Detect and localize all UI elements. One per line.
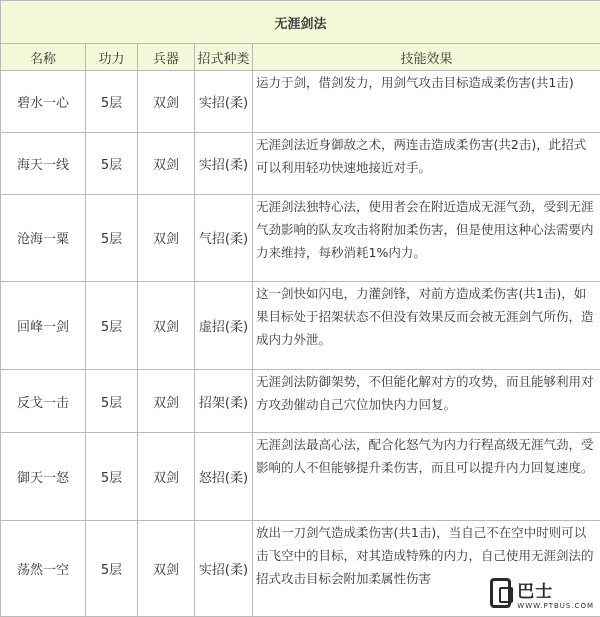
skill-weapon: 双剑 [138,370,195,432]
table-row [1,432,600,521]
skill-type: 实招(柔) [195,132,253,194]
skill-effect: 这一剑快如闪电，力灌剑锋，对前方造成柔伤害(共1击)，如果目标处于招架状态不但没有效果反而会被无涯剑气所伤，造成内力外泄。 [253,281,600,370]
ptbus-logo-icon [490,578,511,608]
skill-level: 5层 [86,432,138,521]
skill-weapon: 双剑 [138,521,195,617]
header-type: 招式种类 [195,44,253,71]
watermark [486,573,594,613]
skill-weapon: 双剑 [138,432,195,521]
skill-level: 5层 [86,370,138,432]
skill-effect: 放出一刀剑气造成柔伤害(共1击)，当自己不在空中时则可以击飞空中的目标，对其造成特殊的内力，自己使用无涯剑法的招式攻击目标会附加柔属性伤害 [253,521,600,617]
watermark-name: 巴士 [517,581,554,602]
skill-level: 5层 [86,521,138,617]
table-header-row [1,44,600,71]
skill-name: 反戈一击 [1,370,86,432]
skill-type: 怒招(柔) [195,432,253,521]
skill-effect: 无涯剑法最高心法，配合化怒气为内力行程高级无涯气劲，受影响的人不但能够提升柔伤害，而且可以提升内力回复速度。 [253,432,600,521]
table-title: 无涯剑法 [1,1,600,44]
skill-type: 招架(柔) [195,370,253,432]
table-row [1,281,600,370]
table-title-row [1,1,600,44]
table-row [1,370,600,432]
skill-effect: 无涯剑法独特心法，使用者会在附近造成无涯气劲，受到无涯气劲影响的队友攻击将附加柔伤害，但是使用这种心法需要内力来维持，每秒消耗1%内力。 [253,195,600,282]
skill-weapon: 双剑 [138,132,195,194]
skill-name: 海天一线 [1,132,86,194]
skill-effect: 无涯剑法近身御敌之术，两连击造成柔伤害(共2击)，此招式可以利用轻功快速地接近对手。 [253,132,600,194]
skill-weapon: 双剑 [138,281,195,370]
table-row [1,71,600,132]
skill-name: 御天一怒 [1,432,86,521]
skill-effect: 无涯剑法防御架势，不但能化解对方的攻势，而且能够利用对方攻劲催动自己穴位加快内力回复。 [253,370,600,432]
skill-level: 5层 [86,281,138,370]
skill-type: 实招(柔) [195,521,253,617]
table-row [1,132,600,194]
skill-level: 5层 [86,71,138,132]
header-weapon: 兵器 [138,44,195,71]
skill-name: 荡然一空 [1,521,86,617]
table-row [1,195,600,282]
skill-type: 实招(柔) [195,71,253,132]
skill-effect: 运力于剑，借剑发力，用剑气攻击目标造成柔伤害(共1击) [253,71,600,132]
watermark-text [517,577,594,610]
skill-name: 回峰一剑 [1,281,86,370]
skill-level: 5层 [86,132,138,194]
skill-name: 沧海一粟 [1,195,86,282]
header-level: 功力 [86,44,138,71]
skill-weapon: 双剑 [138,71,195,132]
skill-level: 5层 [86,195,138,282]
skill-type: 气招(柔) [195,195,253,282]
watermark-url: WWW.PTBUS.COM [517,601,594,610]
skill-type: 虚招(柔) [195,281,253,370]
skill-name: 碧水一心 [1,71,86,132]
skill-weapon: 双剑 [138,195,195,282]
header-effect: 技能效果 [253,44,600,71]
header-name: 名称 [1,44,86,71]
